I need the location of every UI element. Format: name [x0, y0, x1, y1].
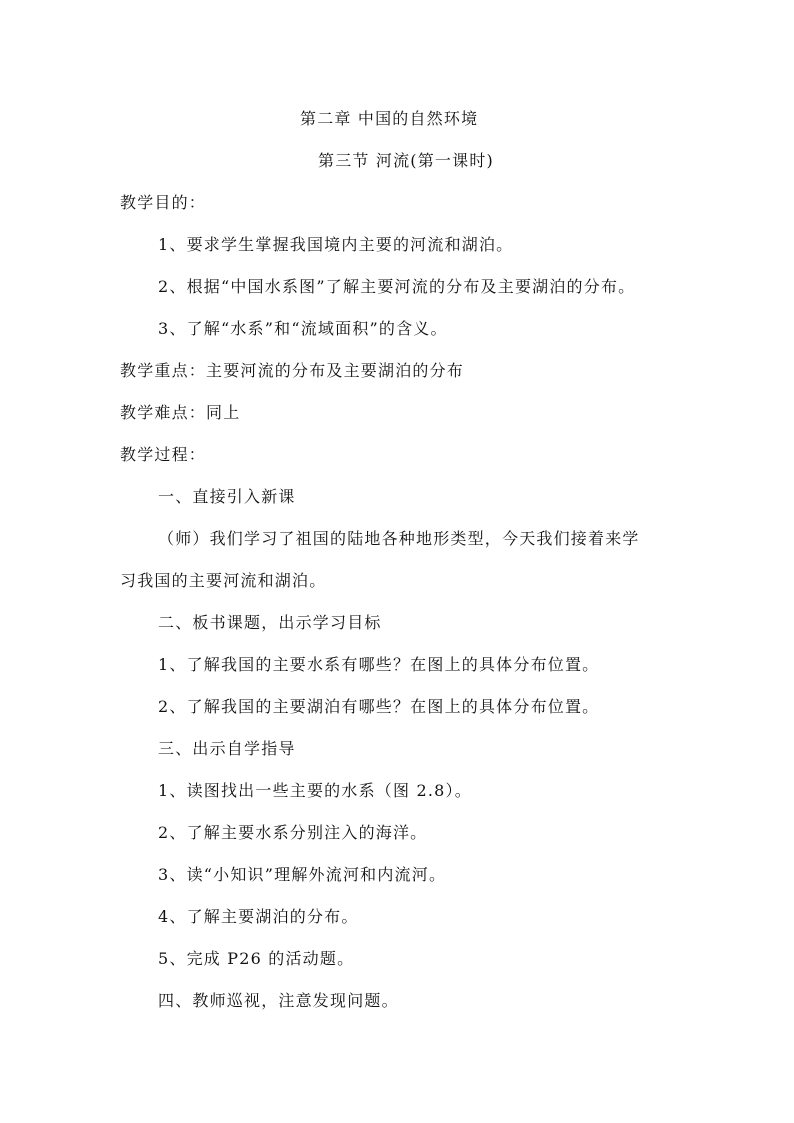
- step2-item: 2、了解我国的主要湖泊有哪些？在图上的具体分布位置。: [158, 697, 600, 716]
- section-title: 第三节 河流(第一课时): [318, 151, 494, 170]
- step3-item: 5、完成 P26 的活动题。: [158, 949, 355, 968]
- step2-heading: 二、板书课题，出示学习目标: [158, 613, 382, 632]
- step1-text-line2: 习我国的主要河流和湖泊。: [120, 571, 327, 590]
- chapter-title: 第二章 中国的自然环境: [300, 109, 479, 128]
- difficulties: 教学难点：同上: [120, 403, 241, 422]
- objective-item: 1、要求学生掌握我国境内主要的河流和湖泊。: [158, 235, 514, 254]
- objective-item: 2、根据“中国水系图”了解主要河流的分布及主要湖泊的分布。: [158, 277, 636, 296]
- step3-item: 4、了解主要湖泊的分布。: [158, 907, 359, 926]
- step3-item: 2、了解主要水系分别注入的海洋。: [158, 823, 428, 842]
- step1-heading: 一、直接引入新课: [158, 487, 296, 506]
- step3-item: 3、读“小知识”理解外流河和内流河。: [158, 865, 447, 884]
- process-heading: 教学过程：: [120, 445, 207, 464]
- objectives-heading: 教学目的：: [120, 193, 207, 212]
- key-points: 教学重点：主要河流的分布及主要湖泊的分布: [120, 361, 465, 380]
- objective-item: 3、了解“水系”和“流域面积”的含义。: [158, 319, 448, 338]
- step1-text-line1: （师）我们学习了祖国的陆地各种地形类型，今天我们接着来学: [158, 529, 640, 548]
- step3-heading: 三、出示自学指导: [158, 739, 296, 758]
- step3-item: 1、读图找出一些主要的水系（图 2.8）。: [158, 781, 472, 800]
- step4-heading: 四、教师巡视，注意发现问题。: [158, 991, 399, 1010]
- step2-item: 1、了解我国的主要水系有哪些？在图上的具体分布位置。: [158, 655, 600, 674]
